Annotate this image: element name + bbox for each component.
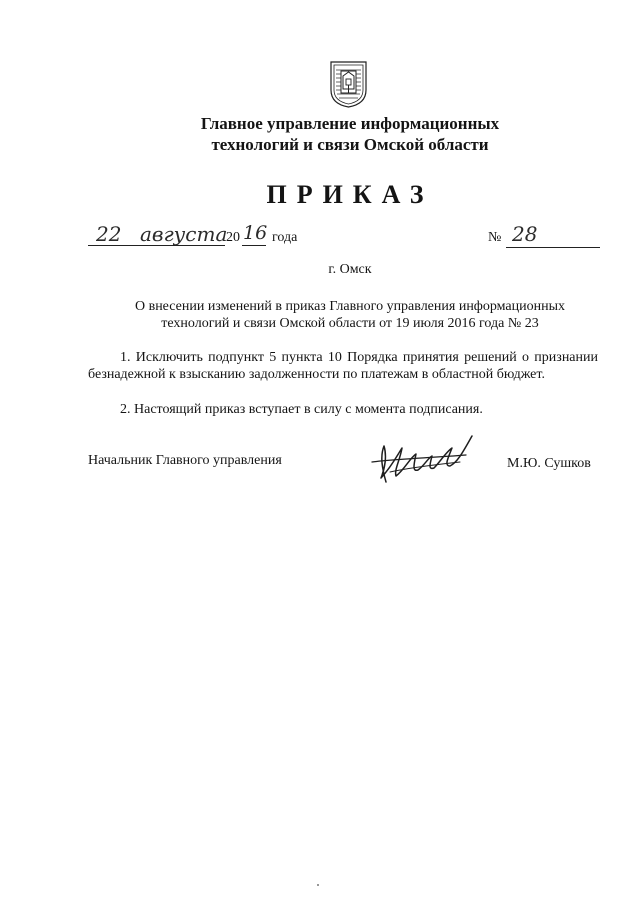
coat-of-arms-icon <box>329 60 368 108</box>
order-subject <box>100 298 600 332</box>
order-number: 28 <box>512 222 538 246</box>
organization-name <box>100 113 600 155</box>
handwritten-signature-icon <box>368 432 478 484</box>
year-word: года <box>272 230 298 245</box>
year-prefix: 20 <box>226 230 240 245</box>
year-underline <box>242 245 266 246</box>
document-title: ПРИКАЗ <box>266 180 434 209</box>
signatory-position: Начальник Главного управления <box>88 453 282 468</box>
date-day: 22 <box>96 222 122 246</box>
organization-name-line1: Главное управление информационных <box>200 114 500 133</box>
signatory-name: М.Ю. Сушков <box>507 456 591 471</box>
order-item-2: 2. Настоящий приказ вступает в силу с момента подписания. <box>120 402 483 417</box>
order-item-1: 1. Исключить подпункт 5 пункта 10 Порядка принятия решений о признании безнадежной к взысканию задолженности по платежам в областной бюджет. <box>88 350 598 382</box>
date-month: августа <box>140 222 228 246</box>
date-underline <box>88 245 225 246</box>
number-underline <box>506 247 600 248</box>
year-suffix: 16 <box>243 222 268 244</box>
page-mark <box>317 884 319 886</box>
number-sign: № <box>488 230 502 245</box>
date-number-row <box>88 222 608 254</box>
subject-line1: О внесении изменений в приказ Главного управления информационных <box>134 299 566 314</box>
city: г. Омск <box>328 262 372 277</box>
organization-name-line2: технологий и связи Омской области <box>211 135 489 154</box>
subject-line2: технологий и связи Омской области от 19 июля 2016 года № 23 <box>161 316 539 331</box>
